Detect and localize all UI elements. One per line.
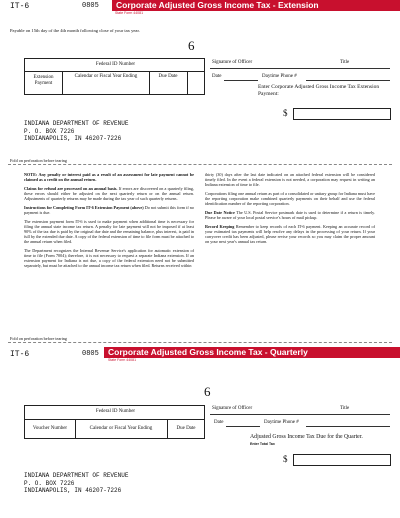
instruction-paragraph: Record Keeping Remember to keep records of each IT-6 payment. Keeping an accurate record of your estimated tax payments will help resolve any delays in the processing of your return. If your carryover credit has been adjusted, please revise your records so you may claim the proper amount on your next year's annual tax return. [205, 224, 375, 244]
form-title: Corporate Adjusted Gross Income Tax - Quarterly [108, 347, 308, 357]
dollar-sign: $ [283, 108, 288, 118]
perforation-line [8, 164, 392, 165]
tax-amount-field[interactable] [293, 454, 391, 466]
fold-note: Fold on perforation before tearing [10, 336, 67, 341]
calendar-label: Calendar or Fiscal Year Ending [74, 74, 138, 79]
instructions-left [24, 172, 194, 272]
payable-note: Payable on 15th day of the 4th month following close of your tax year. [10, 28, 140, 33]
address-line: INDIANA DEPARTMENT OF REVENUE [24, 120, 129, 127]
divider [62, 71, 63, 94]
due-date-label: Due Date [176, 426, 196, 431]
state-form-label: State Form 44081 [115, 11, 144, 15]
mailing-address [24, 472, 128, 495]
instructions-right [205, 172, 375, 248]
address-line: P. O. BOX 7226 [24, 127, 75, 135]
perforation-line [8, 342, 392, 343]
signature-label: Signature of Officer [212, 406, 253, 411]
large-number: 6 [204, 384, 211, 399]
form-code: IT-6 [10, 350, 30, 359]
payment-box [24, 58, 205, 95]
federal-id-label: Federal ID Number [95, 409, 136, 414]
large-number: 6 [188, 38, 195, 53]
enter-label: Enter Corporate Adjusted Gross Income Tax Extension Payment: [258, 84, 380, 97]
divider [149, 71, 150, 94]
state-form-label: State Form 44081 [108, 358, 137, 362]
phone-field[interactable] [306, 80, 390, 81]
dollar-sign: $ [283, 454, 288, 464]
voucher-box [24, 405, 205, 439]
form-title-bar [112, 0, 400, 11]
date-label: Date [212, 74, 222, 79]
divider [187, 71, 188, 94]
signature-line[interactable] [210, 68, 390, 69]
form-title-bar [104, 347, 400, 358]
form-title: Corporate Adjusted Gross Income Tax - Extension [116, 0, 319, 10]
extension-payment-label: Extension Payment [33, 75, 54, 86]
address-line: INDIANA DEPARTMENT OF REVENUE [24, 472, 129, 479]
form-code: IT-6 [10, 2, 30, 11]
federal-id-label: Federal ID Number [95, 62, 136, 67]
payment-amount-field[interactable] [293, 108, 391, 120]
address-line: P. O. BOX 7226 [24, 479, 75, 487]
instruction-paragraph: Instructions for Completing Form IT-6 Extension Payment (above) Do not submit this form if no payment is due. [24, 205, 194, 215]
phone-field[interactable] [306, 426, 390, 427]
voucher-label: Voucher Number [32, 426, 68, 431]
due-date-label: Due Date [158, 74, 178, 79]
title-label: Title [340, 406, 350, 411]
title-label: Title [340, 60, 350, 65]
enter-label: Adjusted Gross Income Tax Due for the Quarter. [250, 434, 363, 440]
instruction-paragraph: Due Date Notice The U.S. Postal Service postmark date is used to determine if a return is timely. Please be aware of your local postal service's hours of mail pickup. [205, 210, 375, 220]
year-code: 0805 [82, 350, 99, 358]
instruction-paragraph: The Department recognizes the Internal Revenue Service's application for automatic extension of time to file (Form 7004); therefore, it is not necessary to request a separate Indiana extension. If an extension payment for Indiana is not due, a copy of the federal extension need not be submitted separately, but must be attached to the annual income tax return when filed. Returns received within [24, 248, 194, 268]
instruction-paragraph: The extension payment form IT-6 is used to make payment when additional time is necessary for filing the annual state income tax return. A penalty for late payment will not be imposed if at least 90% of the tax due is paid by the original due date and the remaining balance, plus interest, is paid in full by the extended due date. A copy of the federal extension of time to file form must be attached to the annual return when filed. [24, 219, 194, 244]
signature-line[interactable] [210, 414, 390, 415]
fold-note: Fold on perforation before tearing [10, 158, 67, 163]
instruction-paragraph: Corporations filing one annual return as part of a consolidated or unitary group for Indiana must have the reporting corporation make combined quarterly payments on their behalf and use the federal identification number of the reporting corporation. [205, 191, 376, 206]
phone-label: Daytime Phone # [262, 74, 297, 79]
divider [25, 71, 204, 72]
divider [167, 419, 168, 438]
date-label: Date [214, 420, 224, 425]
phone-label: Daytime Phone # [264, 420, 299, 425]
enter-total-label: Enter Total Tax [250, 442, 275, 446]
instruction-paragraph: NOTE: Any penalty or interest paid as a result of an assessment for late payment cannot be claimed as a credit on the annual return. [24, 172, 194, 182]
mailing-address [24, 120, 128, 143]
instruction-paragraph: Claims for refund are processed on an annual basis. If errors are discovered on a quarterly filing, these errors should either be adjusted on the next quarterly return or on the annual return. Adjustments of quarterly returns may be made during the tax year of such quarterly returns. [24, 186, 194, 201]
calendar-label: Calendar or Fiscal Year Ending [89, 426, 153, 431]
date-field[interactable] [226, 426, 260, 427]
signature-label: Signature of Officer [212, 60, 253, 65]
divider [25, 419, 204, 420]
address-line: INDIANAPOLIS, IN 46207-7226 [24, 487, 122, 494]
divider [75, 419, 76, 438]
year-code: 0805 [82, 2, 99, 10]
date-field[interactable] [224, 80, 258, 81]
instruction-paragraph: thirty (30) days after the last date indicated on an attached federal extension will be considered timely filed. In the event a federal extension is not needed, a corporation may request in writing an Indiana extension of time to file. [205, 172, 375, 187]
address-line: INDIANAPOLIS, IN 46207-7226 [24, 135, 122, 142]
